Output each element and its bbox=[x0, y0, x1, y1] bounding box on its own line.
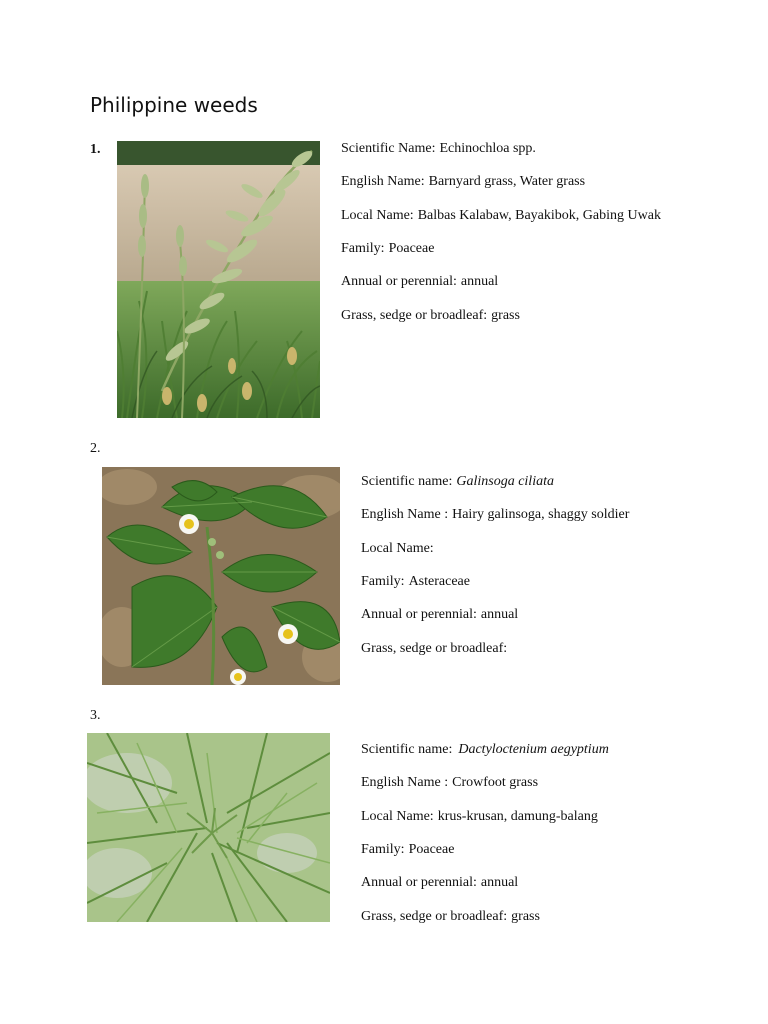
annual-perennial-row bbox=[361, 607, 518, 623]
family-row bbox=[341, 241, 434, 257]
field-value: Hairy galinsoga, shaggy soldier bbox=[452, 507, 630, 522]
field-value: Asteraceae bbox=[408, 574, 470, 589]
field-label: Grass, sedge or broadleaf: bbox=[361, 641, 508, 656]
entry-number: 1. bbox=[90, 142, 101, 157]
field-value: annual bbox=[460, 274, 499, 289]
local-name-row bbox=[341, 208, 661, 224]
field-label: Grass, sedge or broadleaf: bbox=[361, 909, 508, 924]
field-label: Local Name: bbox=[361, 541, 434, 556]
field-label: Annual or perennial: bbox=[341, 274, 457, 289]
annual-perennial-row bbox=[341, 274, 498, 290]
local-name-row bbox=[361, 541, 438, 557]
field-label: Local Name: bbox=[361, 809, 434, 824]
field-value: annual bbox=[480, 875, 519, 890]
field-value: Poaceae bbox=[388, 241, 435, 256]
grass-sedge-broadleaf-row bbox=[361, 641, 511, 657]
field-label: Grass, sedge or broadleaf: bbox=[341, 308, 488, 323]
field-label: Annual or perennial: bbox=[361, 875, 477, 890]
field-label: Family: bbox=[341, 241, 385, 256]
annual-perennial-row bbox=[361, 875, 518, 891]
field-value: grass bbox=[511, 909, 540, 924]
english-name-row bbox=[361, 775, 538, 791]
scientific-name-row bbox=[361, 742, 609, 758]
family-row bbox=[361, 574, 470, 590]
field-value: Crowfoot grass bbox=[452, 775, 539, 790]
grass-sedge-broadleaf-row bbox=[361, 909, 540, 925]
english-name-row bbox=[341, 174, 585, 190]
barnyard-grass-photo bbox=[117, 141, 320, 418]
english-name-row bbox=[361, 507, 629, 523]
field-label: Family: bbox=[361, 842, 405, 857]
field-label: English Name : bbox=[361, 507, 449, 522]
scientific-name-row bbox=[341, 141, 536, 157]
field-value: Galinsoga ciliata bbox=[456, 474, 554, 489]
entry-number: 2. bbox=[90, 441, 101, 456]
field-value: krus-krusan, damung-balang bbox=[437, 809, 598, 824]
family-row bbox=[361, 842, 454, 858]
scientific-name-row bbox=[361, 474, 554, 490]
field-label: Scientific name: bbox=[361, 742, 453, 757]
field-label: Local Name: bbox=[341, 208, 414, 223]
field-label: English Name : bbox=[361, 775, 449, 790]
field-value: annual bbox=[480, 607, 519, 622]
entry-number: 3. bbox=[90, 708, 101, 723]
field-label: Annual or perennial: bbox=[361, 607, 477, 622]
field-label: Family: bbox=[361, 574, 405, 589]
field-value: grass bbox=[491, 308, 520, 323]
field-label: English Name: bbox=[341, 174, 425, 189]
local-name-row bbox=[361, 809, 598, 825]
field-value: Balbas Kalabaw, Bayakibok, Gabing Uwak bbox=[417, 208, 661, 223]
grass-sedge-broadleaf-row bbox=[341, 308, 520, 324]
field-label: Scientific name: bbox=[361, 474, 453, 489]
field-value: Poaceae bbox=[408, 842, 455, 857]
page-title: Philippine weeds bbox=[90, 93, 258, 117]
field-value: Dactyloctenium aegyptium bbox=[458, 742, 609, 757]
field-value: Echinochloa spp. bbox=[439, 141, 536, 156]
hairy-galinsoga-photo bbox=[102, 467, 340, 685]
field-value: Barnyard grass, Water grass bbox=[428, 174, 586, 189]
field-label: Scientific Name: bbox=[341, 141, 436, 156]
crowfoot-grass-photo bbox=[87, 733, 330, 922]
